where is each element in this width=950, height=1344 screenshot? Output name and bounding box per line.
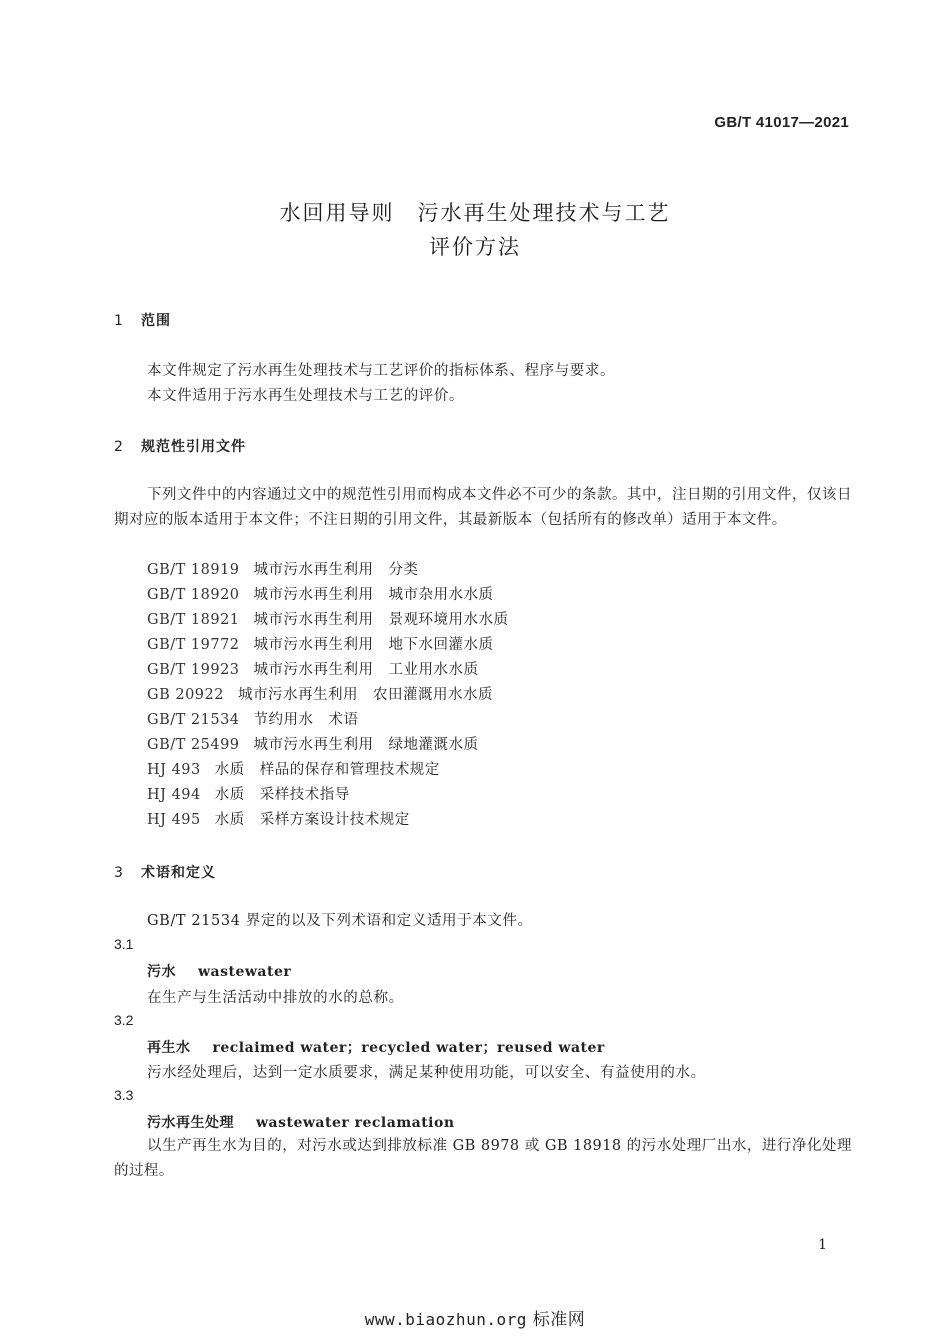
term-number: 3.3 xyxy=(114,1087,134,1103)
reference-title: 城市污水再生利用 城市杂用水水质 xyxy=(253,587,494,603)
page-number: 1 xyxy=(818,1237,827,1253)
term-english: wastewater reclamation xyxy=(256,1115,455,1131)
section-title: 范围 xyxy=(141,313,171,329)
term-english: reclaimed water；recycled water；reused water xyxy=(212,1040,605,1056)
reference-code: GB/T 18920 xyxy=(147,587,240,603)
section-number: 2 xyxy=(114,439,124,455)
footer-url-link[interactable]: www.biaozhun.org xyxy=(364,1310,527,1329)
reference-code: GB/T 19923 xyxy=(147,662,240,678)
reference-item xyxy=(147,558,419,579)
reference-code: GB/T 18921 xyxy=(147,612,240,628)
term-number: 3.1 xyxy=(114,936,134,952)
reference-title: 节约用水 术语 xyxy=(253,712,359,728)
term-heading xyxy=(147,1037,605,1057)
reference-code: GB/T 21534 xyxy=(147,712,240,728)
term-chinese: 污水 xyxy=(147,964,176,980)
term-number: 3.2 xyxy=(114,1012,134,1028)
reference-item xyxy=(147,683,493,704)
term-chinese: 污水再生处理 xyxy=(147,1115,234,1131)
reference-item xyxy=(147,608,509,629)
paragraph-terms-intro: GB/T 21534 界定的以及下列术语和定义适用于本文件。 xyxy=(147,913,533,929)
reference-code: HJ 493 xyxy=(147,762,201,778)
reference-title: 城市污水再生利用 工业用水水质 xyxy=(253,662,479,678)
reference-title: 水质 样品的保存和管理技术规定 xyxy=(214,762,440,778)
reference-item xyxy=(147,658,479,679)
term-english: wastewater xyxy=(198,964,292,980)
reference-item xyxy=(147,633,494,654)
reference-title: 城市污水再生利用 农田灌溉用水水质 xyxy=(237,687,493,703)
reference-item xyxy=(147,758,440,779)
reference-title: 水质 采样技术指导 xyxy=(214,787,350,803)
reference-title: 水质 采样方案设计技术规定 xyxy=(214,812,410,828)
reference-code: GB 20922 xyxy=(147,687,224,703)
section-heading-terms-and-definitions xyxy=(114,862,216,882)
reference-title: 城市污水再生利用 地下水回灌水质 xyxy=(253,637,494,653)
section-title: 术语和定义 xyxy=(141,865,216,881)
reference-code: GB/T 19772 xyxy=(147,637,240,653)
reference-item xyxy=(147,783,350,804)
section-number: 1 xyxy=(114,313,124,329)
paragraph-references-intro: 下列文件中的内容通过文中的规范性引用而构成本文件必不可少的条款。其中，注日期的引用文件，仅该日期对应的版本适用于本文件；不注日期的引用文件，其最新版本（包括所有的修改单）适用于本文件。 xyxy=(114,487,852,528)
reference-title: 城市污水再生利用 景观环境用水水质 xyxy=(253,612,509,628)
section-heading-normative-references xyxy=(114,436,246,456)
footer xyxy=(0,1305,950,1330)
term-heading xyxy=(147,1112,455,1132)
reference-code: GB/T 25499 xyxy=(147,737,240,753)
reference-item xyxy=(147,733,479,754)
term-definition: 在生产与生活活动中排放的水的总称。 xyxy=(147,990,404,1006)
standard-code: GB/T 41017—2021 xyxy=(714,114,849,131)
document-title-line2: 评价方法 xyxy=(429,235,521,259)
term-definition: 以生产再生水为目的，对污水或达到排放标准 GB 8978 或 GB 18918 的污水处理厂出水，进行净化处理的过程。 xyxy=(114,1138,852,1179)
reference-code: HJ 495 xyxy=(147,812,201,828)
section-number: 3 xyxy=(114,865,124,881)
reference-item xyxy=(147,708,359,729)
section-heading-scope xyxy=(114,310,171,330)
document-title-line1: 水回用导则 污水再生处理技术与工艺 xyxy=(279,201,671,225)
footer-site-name: 标准网 xyxy=(532,1310,586,1330)
reference-code: HJ 494 xyxy=(147,787,201,803)
term-chinese: 再生水 xyxy=(147,1040,191,1056)
paragraph: 本文件适用于污水再生处理技术与工艺的评价。 xyxy=(147,388,465,404)
reference-item xyxy=(147,583,494,604)
section-title: 规范性引用文件 xyxy=(141,439,246,455)
term-definition: 污水经处理后，达到一定水质要求，满足某种使用功能，可以安全、有益使用的水。 xyxy=(147,1065,706,1081)
reference-item xyxy=(147,808,410,829)
reference-title: 城市污水再生利用 分类 xyxy=(253,562,419,578)
paragraph: 本文件规定了污水再生处理技术与工艺评价的指标体系、程序与要求。 xyxy=(147,363,616,379)
reference-code: GB/T 18919 xyxy=(147,562,240,578)
term-heading xyxy=(147,961,291,981)
reference-title: 城市污水再生利用 绿地灌溉水质 xyxy=(253,737,479,753)
